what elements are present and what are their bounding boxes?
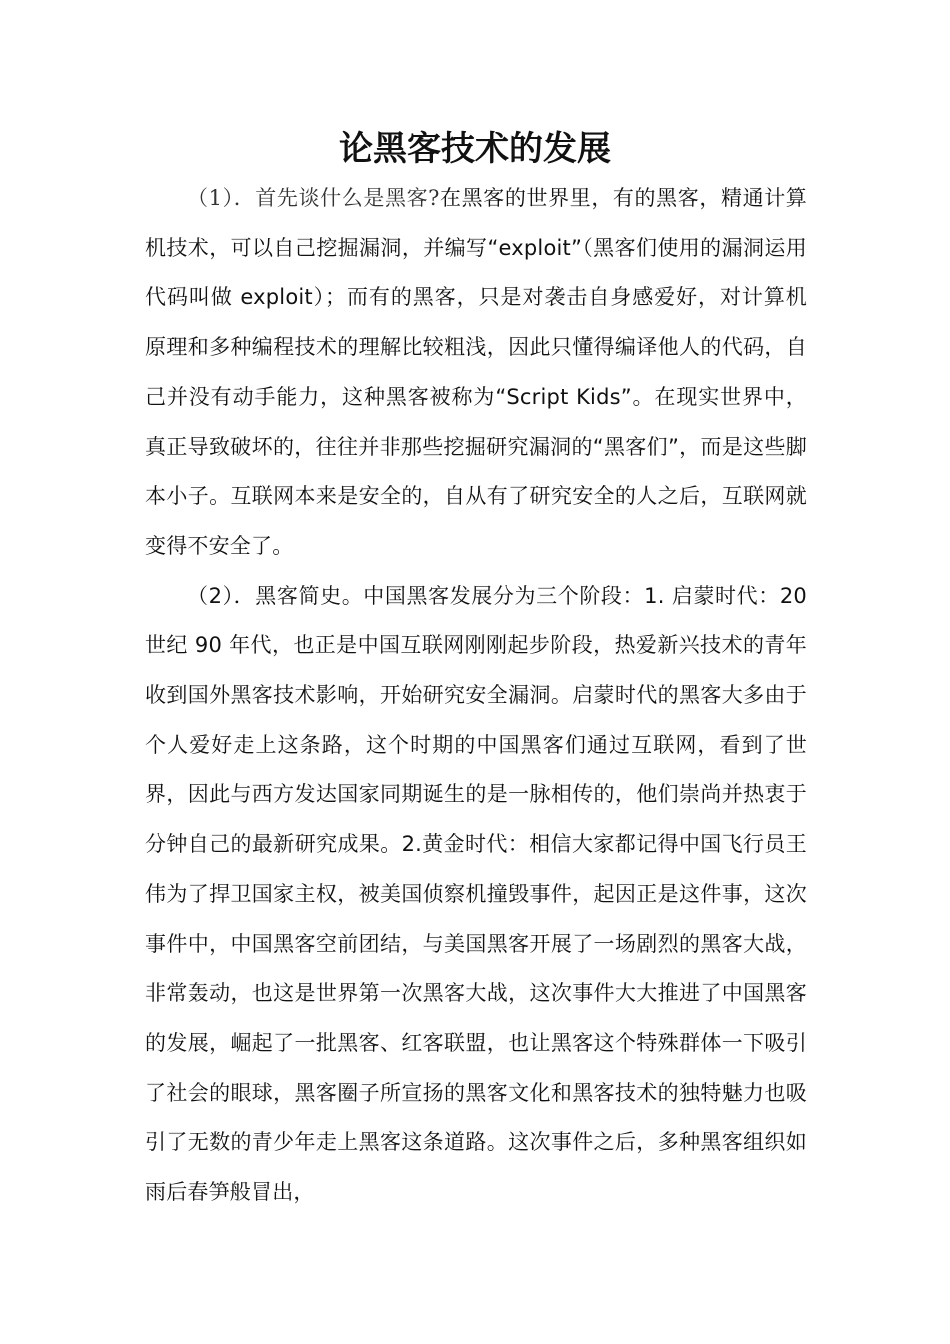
paragraph-1: [145, 174, 807, 572]
paragraph-2-text: （2）．黑客简史。中国黑客发展分为三个阶段：1. 启蒙时代：20 世纪 90 年代，也正是中国互联网刚刚起步阶段，热爱新兴技术的青年收到国外黑客技术影响，开始研究安全漏洞。启蒙时代的黑客大多由于个人爱好走上这条路，这个时期的中国黑客们通过互联网，看到了世界，因此与西方发达国家同期诞生的是一脉相传的，他们崇尚并热衷于分钟自己的最新研究成果。2.黄金时代：相信大家都记得中国飞行员王伟为了捍卫国家主权，被美国侦察机撞毁事件，起因正是这件事，这次事件中，中国黑客空前团结，与美国黑客开展了一场剧烈的黑客大战，非常轰动，也这是世界第一次黑客大战，这次事件大大推进了中国黑客的发展，崛起了一批黑客、红客联盟，也让黑客这个特殊群体一下吸引了社会的眼球，黑客圈子所宣扬的黑客文化和黑客技术的独特魅力也吸引了无数的青少年走上黑客这条道路。这次事件之后，多种黑客组织如雨后春笋般冒出，: [145, 583, 807, 1205]
paragraph-1-lead: （1）．首先谈什么是黑客?: [187, 186, 440, 210]
paragraph-1-text: 在黑客的世界里，有的黑客，精通计算机技术，可以自己挖掘漏洞，并编写“exploit”（黑客们使用的漏洞运用代码叫做 exploit）；而有的黑客，只是对袭击自身感爱好，对计算机原理和多种编程技术的理解比较粗浅，因此只懂得编译他人的代码，自己并没有动手能力，这种黑客被称为“Script Kids”。在现实世界中，真正导致破坏的，往往并非那些挖掘研究漏洞的“黑客们”，而是这些脚本小子。互联网本来是安全的，自从有了研究安全的人之后，互联网就变得不安全了。: [145, 186, 808, 558]
document-title: 论黑客技术的发展: [339, 129, 611, 169]
document-body: [145, 174, 807, 1218]
paragraph-2: [145, 572, 807, 1218]
